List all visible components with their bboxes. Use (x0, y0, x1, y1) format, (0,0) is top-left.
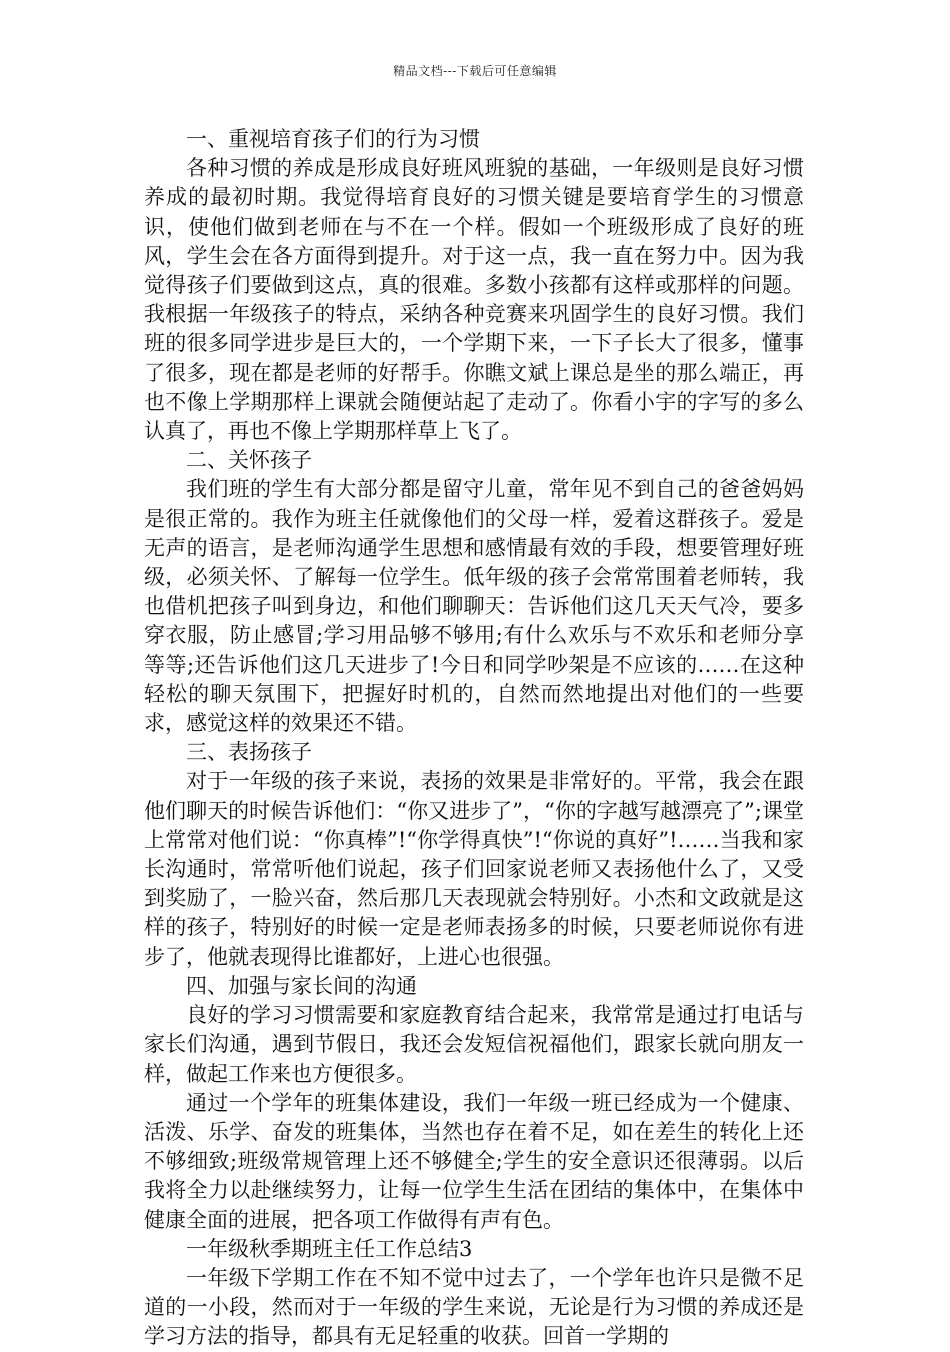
paragraph: 通过一个学年的班集体建设，我们一年级一班已经成为一个健康、活泼、乐学、奋发的班集体，当然也存在着不足，如在差生的转化上还不够细致;班级常规管理上还不够健全;学生的安全意识还很薄弱。以后我将全力以赴继续努力，让每一位学生生活在团结的集体中，在集体中健康全面的进展，把各项工作做得有声有色。 (144, 1090, 804, 1232)
article-title: 一年级秋季期班主任工作总结3 (186, 1236, 473, 1261)
paragraph: 各种习惯的养成是形成良好班风班貌的基础，一年级则是良好习惯养成的最初时期。我觉得培育良好的习惯关键是要培育学生的习惯意识，使他们做到老师在与不在一个样。假如一个班级形成了良好的班风，学生会在各方面得到提升。对于这一点，我一直在努力中。因为我觉得孩子们要做到这点，真的很难。多数小孩都有这样或那样的问题。我根据一年级孩子的特点，采纳各种竞赛来巩固学生的良好习惯。我们班的很多同学进步是巨大的，一个学期下来，一下子长大了很多，懂事了很多，现在都是老师的好帮手。你瞧文斌上课总是坐的那么端正，再也不像上学期那样上课就会随便站起了走动了。你看小宇的字写的多么认真了，再也不像上学期那样草上飞了。 (144, 156, 804, 444)
section-heading-4: 四、加强与家长间的沟通 (186, 973, 417, 998)
document-body (144, 125, 804, 1352)
section-heading-3: 三、表扬孩子 (186, 740, 312, 765)
section-heading-2: 二、关怀孩子 (186, 448, 312, 473)
paragraph: 对于一年级的孩子来说，表扬的效果是非常好的。平常，我会在跟他们聊天的时候告诉他们：“你又进步了”，“你的字越写越漂亮了”;课堂上常常对他们说：“你真棒”!“你学得真快”!“你说的真好”!……当我和家长沟通时，常常听他们说起，孩子们回家说老师又表扬他什么了，又受到奖励了，一脸兴奋，然后那几天表现就会特别好。小杰和文政就是这样的孩子，特别好的时候一定是老师表扬多的时候，只要老师说你有进步了，他就表现得比谁都好，上进心也很强。 (144, 769, 804, 969)
section-heading-1: 一、重视培育孩子们的行为习惯 (186, 127, 480, 151)
paragraph: 良好的学习习惯需要和家庭教育结合起来，我常常是通过打电话与家长们沟通，遇到节假日，我还会发短信祝福他们，跟家长就向朋友一样，做起工作来也方便很多。 (144, 1003, 804, 1086)
paragraph: 一年级下学期工作在不知不觉中过去了，一个学年也许只是微不足道的一小段，然而对于一年级的学生来说，无论是行为习惯的养成还是学习方法的指导，都具有无足轻重的收获。回首一学期的 (144, 1265, 804, 1349)
paragraph: 我们班的学生有大部分都是留守儿童，常年见不到自己的爸爸妈妈是很正常的。我作为班主任就像他们的父母一样，爱着这群孩子。爱是无声的语言，是老师沟通学生思想和感情最有效的手段，想要管理好班级，必须关怀、了解每一位学生。低年级的孩子会常常围着老师转，我也借机把孩子叫到身边，和他们聊聊天：告诉他们这几天天气冷，要多穿衣服，防止感冒;学习用品够不够用;有什么欢乐与不欢乐和老师分享等等;还告诉他们这几天进步了!今日和同学吵架是不应该的……在这种轻松的聊天氛围下，把握好时机的，自然而然地提出对他们的一些要求，感觉这样的效果还不错。 (144, 477, 804, 736)
page-header: 精品文档---下载后可任意编辑 (393, 64, 557, 78)
